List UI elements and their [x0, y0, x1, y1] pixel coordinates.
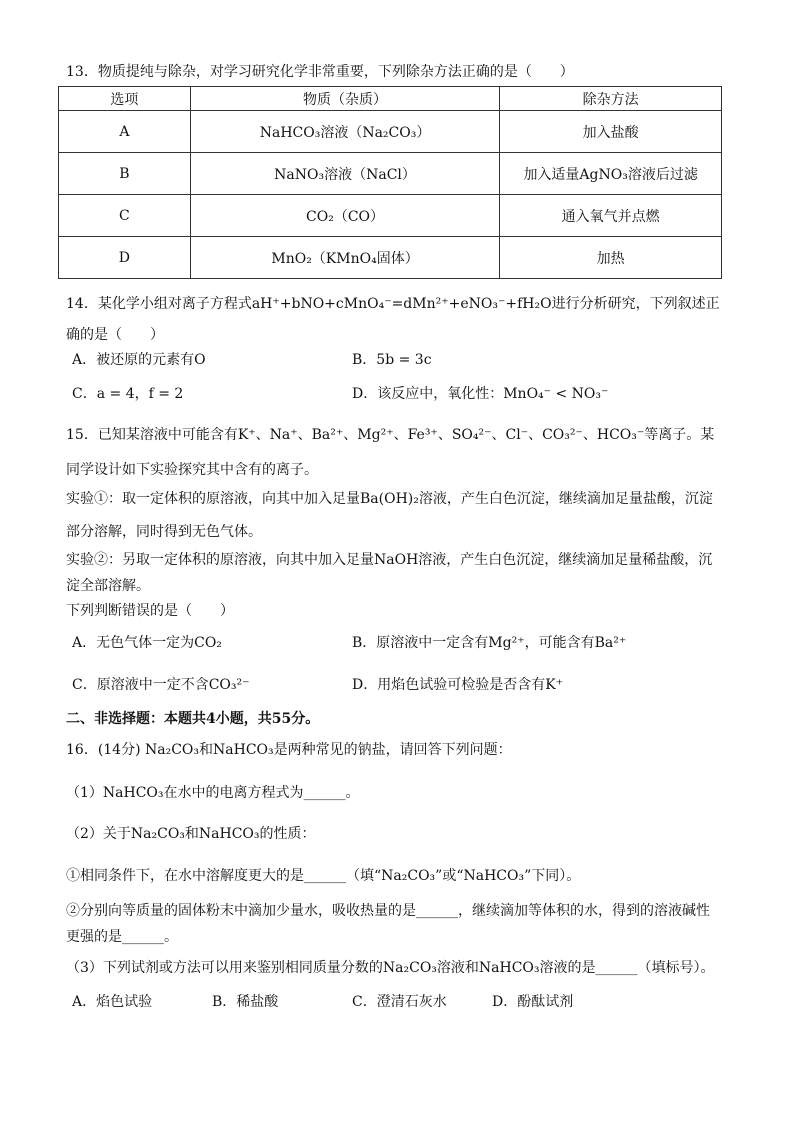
q15-option-b: B．原溶液中一定含有Mg²⁺，可能含有Ba²⁺ — [352, 635, 627, 651]
q16-stem: 16．(14分) Na₂CO₃和NaHCO₃是两种常见的钠盐，请回答下列问题： — [66, 742, 512, 758]
cell-substance: CO₂（CO） — [190, 195, 500, 237]
cell-substance: NaNO₃溶液（NaCl） — [190, 153, 500, 195]
cell-option: D — [59, 237, 191, 279]
header-option: 选项 — [59, 87, 191, 111]
q14-stem-line1: 14．某化学小组对离子方程式aH⁺+bNO+cMnO₄⁻=dMn²⁺+eNO₃⁻+fH₂O进行分析研究，下列叙述正 — [66, 296, 720, 312]
table-row — [59, 153, 722, 195]
cell-option: A — [59, 111, 191, 153]
q16-part2b-line2: 更强的是______。 — [66, 929, 178, 945]
q15-exp2-line2: 淀全部溶解。 — [66, 578, 150, 594]
q16-part1: （1）NaHCO₃在水中的电离方程式为______。 — [66, 785, 360, 801]
q14-option-d: D．该反应中，氧化性：MnO₄⁻ < NO₃⁻ — [352, 386, 609, 402]
q16-option-a: A．焰色试验 — [72, 994, 153, 1010]
q15-exp2-line1: 实验②：另取一定体积的原溶液，向其中加入足量NaOH溶液，产生白色沉淀，继续滴加足量稀盐酸，沉 — [66, 552, 713, 568]
cell-method: 加入适量AgNO₃溶液后过滤 — [500, 153, 722, 195]
q14-option-a: A．被还原的元素有O — [72, 352, 206, 368]
q14-option-c: C．a = 4，f = 2 — [72, 386, 184, 402]
q16-part2b-line1: ②分别向等质量的固体粉末中滴加少量水，吸收热量的是______，继续滴加等体积的水，得到的溶液碱性 — [66, 903, 710, 919]
q16-part2a: ①相同条件下，在水中溶解度更大的是______（填“Na₂CO₃”或“NaHCO₃”下同）。 — [66, 868, 581, 884]
q16-option-d: D．酚酞试剂 — [492, 994, 574, 1010]
q16-part3: （3）下列试剂或方法可以用来鉴别相同质量分数的Na₂CO₃溶液和NaHCO₃溶液的是______（填标号）。 — [66, 960, 715, 976]
cell-substance: MnO₂（KMnO₄固体） — [190, 237, 500, 279]
q15-option-c: C．原溶液中一定不含CO₃²⁻ — [72, 677, 250, 693]
cell-method: 加入盐酸 — [500, 111, 722, 153]
q15-stem-line1: 15．已知某溶液中可能含有K⁺、Na⁺、Ba²⁺、Mg²⁺、Fe³⁺、SO₄²⁻、Cl⁻、CO₃²⁻、HCO₃⁻等离子。某 — [66, 427, 715, 443]
q15-exp1-line2: 部分溶解，同时得到无色气体。 — [66, 524, 262, 540]
q15-option-a: A．无色气体一定为CO₂ — [72, 635, 222, 651]
q16-option-b: B．稀盐酸 — [212, 994, 279, 1010]
q14-option-b: B．5b = 3c — [352, 352, 432, 368]
header-substance: 物质（杂质） — [190, 87, 500, 111]
table-header-row — [59, 87, 722, 111]
q13-table — [58, 86, 722, 279]
table-row — [59, 195, 722, 237]
q13-stem: 13．物质提纯与除杂，对学习研究化学非常重要，下列除杂方法正确的是（ ） — [66, 64, 574, 80]
cell-substance: NaHCO₃溶液（Na₂CO₃） — [190, 111, 500, 153]
q15-exp1-line1: 实验①：取一定体积的原溶液，向其中加入足量Ba(OH)₂溶液，产生白色沉淀，继续滴加足量盐酸，沉淀 — [66, 491, 713, 507]
cell-option: C — [59, 195, 191, 237]
q15-ask: 下列判断错误的是（ ） — [66, 603, 234, 619]
cell-option: B — [59, 153, 191, 195]
section-heading: 二、非选择题：本题共4小题，共55分。 — [66, 711, 320, 727]
q14-stem-line2: 确的是（ ） — [66, 327, 164, 343]
table-row — [59, 111, 722, 153]
header-method: 除杂方法 — [500, 87, 722, 111]
cell-method: 通入氧气并点燃 — [500, 195, 722, 237]
q15-option-d: D．用焰色试验可检验是否含有K⁺ — [352, 677, 564, 693]
cell-method: 加热 — [500, 237, 722, 279]
table-row — [59, 237, 722, 279]
q16-option-c: C．澄清石灰水 — [352, 994, 447, 1010]
q16-part2: （2）关于Na₂CO₃和NaHCO₃的性质： — [66, 826, 316, 842]
q15-stem-line2: 同学设计如下实验探究其中含有的离子。 — [66, 462, 318, 478]
